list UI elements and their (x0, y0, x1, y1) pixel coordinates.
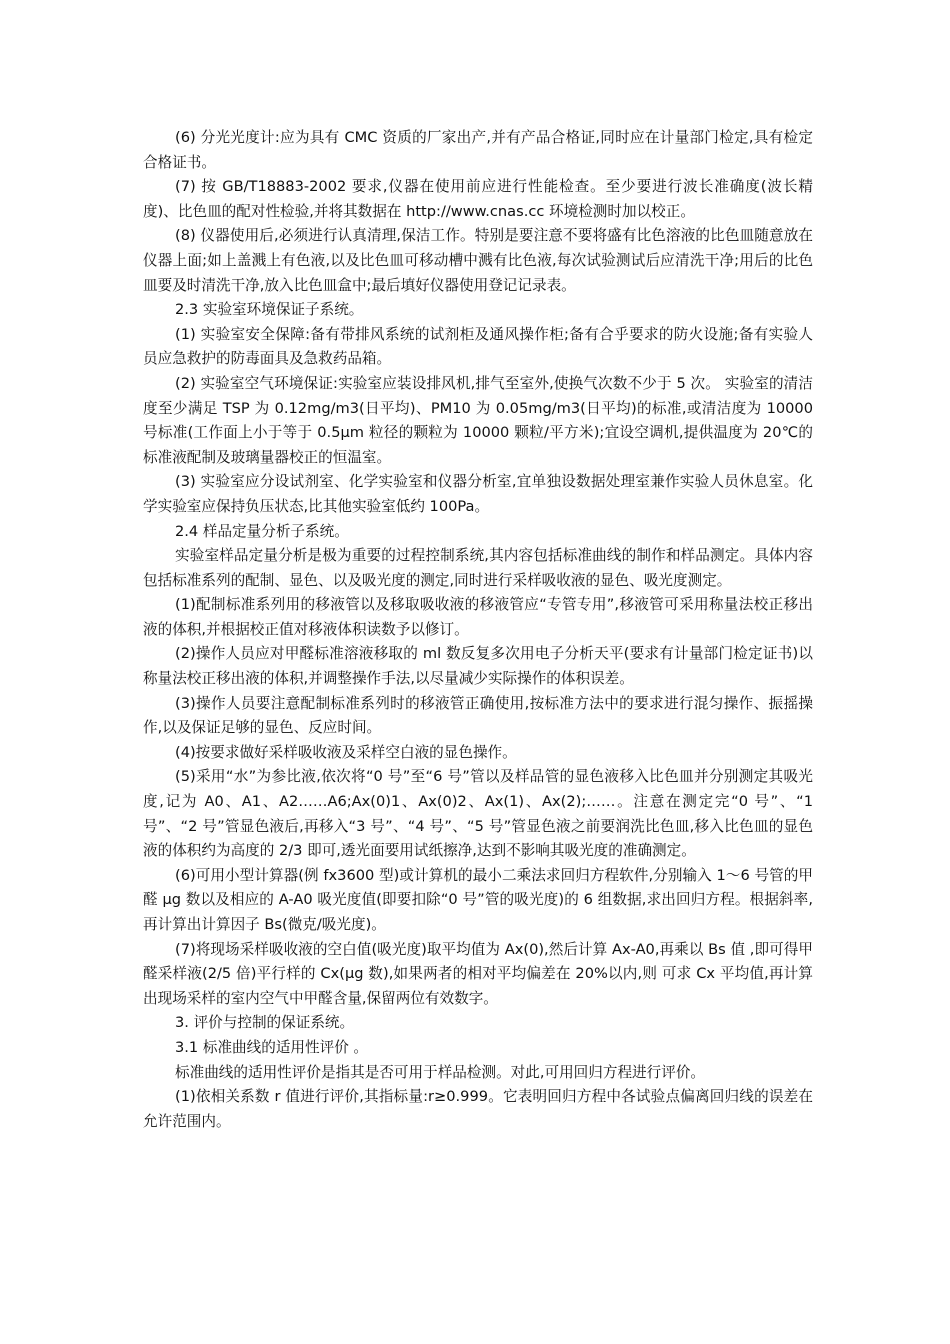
paragraph-quant-4: (4)按要求做好采样吸收液及采样空白液的显色操作。 (175, 743, 517, 761)
paragraph-quant-6: (6)可用小型计算器(例 fx3600 型)或计算机的最小二乘法求回归方程软件,分别输入 1～6 号管的甲醛 μg 数以及相应的 A-A0 吸光度值(即要扣除“0 号”管的吸光度)的 6 组数据,求出回归方程。根据斜率,再计算出计算因子 Bs(微克/吸光度)。 (143, 866, 813, 933)
paragraph-lab-air: (2) 实验室空气环境保证:实验室应装设排风机,排气至室外,使换气次数不少于 5 次。 实验室的清洁度至少满足 TSP 为 0.12mg/m3(日平均)、PM10 为 0.05mg/m3(日平均)的标准,或清洁度为 10000 号标准(工作面上小于等于 0.5μm 粒径的颗粒为 10000 颗粒/平方米);宜设空调机,提供温度为 20℃的标准液配制及玻璃量器校正的恒温室。 (143, 374, 813, 466)
paragraph-6-spectrophotometer: (6) 分光光度计:应为具有 CMC 资质的厂家出产,并有产品合格证,同时应在计量部门检定,具有检定合格证书。 (143, 129, 813, 171)
paragraph-eval-1: (1)依相关系数 r 值进行评价,其指标量:r≥0.999。它表明回归方程中各试验点偏离回归线的误差在允许范围内。 (143, 1088, 813, 1130)
document-body (143, 126, 813, 1134)
section-heading-2-4: 2.4 样品定量分析子系统。 (175, 522, 349, 540)
paragraph-quant-intro: 实验室样品定量分析是极为重要的过程控制系统,其内容包括标准曲线的制作和样品测定。具体内容包括标准系列的配制、显色、以及吸光度的测定,同时进行采样吸收液的显色、吸光度测定。 (143, 547, 813, 589)
section-heading-2-3: 2.3 实验室环境保证子系统。 (175, 301, 364, 319)
paragraph-8-cleaning: (8) 仪器使用后,必须进行认真清理,保洁工作。特别是要注意不要将盛有比色溶液的比色皿随意放在仪器上面;如上盖溅上有色液,以及比色皿可移动槽中溅有比色液,每次试验测试后应清洗干净;用后的比色皿要及时清洗干净,放入比色皿盒中;最后填好仪器使用登记记录表。 (143, 227, 813, 294)
paragraph-7-performance-check: (7) 按 GB/T18883-2002 要求,仪器在使用前应进行性能检查。至少要进行波长准确度(波长精度)、比色皿的配对性检验,并将其数据在 http://www.cnas.cc 环境检测时加以校正。 (143, 178, 813, 220)
paragraph-eval-intro: 标准曲线的适用性评价是指其是否可用于样品检测。对此,可用回归方程进行评价。 (175, 1063, 706, 1081)
paragraph-quant-1: (1)配制标准系列用的移液管以及移取吸收液的移液管应“专管专用”,移液管可采用称量法校正移出液的体积,并根据校正值对移液体积读数予以修订。 (143, 596, 813, 638)
paragraph-quant-7: (7)将现场采样吸收液的空白值(吸光度)取平均值为 Ax(0),然后计算 Ax-A0,再乘以 Bs 值 ,即可得甲醛采样液(2/5 倍)平行样的 Cx(μg 数),如果两者的相对平均偏差在 20%以内,则 可求 Cx 平均值,再计算出现场采样的室内空气中甲醛含量,保留两位有效数字。 (143, 940, 813, 1007)
paragraph-lab-rooms: (3) 实验室应分设试剂室、化学实验室和仪器分析室,宜单独设数据处理室兼作实验人员休息室。化学实验室应保持负压状态,比其他实验室低约 100Pa。 (143, 473, 813, 515)
section-heading-3-1: 3.1 标准曲线的适用性评价 。 (175, 1038, 369, 1056)
paragraph-quant-3: (3)操作人员要注意配制标准系列时的移液管正确使用,按标准方法中的要求进行混匀操作、振摇操作,以及保证足够的显色、反应时间。 (143, 694, 813, 737)
section-heading-3: 3. 评价与控制的保证系统。 (175, 1014, 355, 1032)
paragraph-quant-5: (5)采用“水”为参比液,依次将“0 号”至“6 号”管以及样品管的显色液移入比色皿并分别测定其吸光度,记为 A0、A1、A2……A6;Ax(0)1、Ax(0)2、Ax(1)、Ax(2);……。注意在测定完“0 号”、“1 号”、“2 号”管显色液后,再移入“3 号”、“4 号”、“5 号”管显色液之前要润洗比色皿,移入比色皿的显色液的体积约为高度的 2/3 即可,透光面要用试纸擦净,达到不影响其吸光度的准确测定。 (143, 768, 813, 860)
paragraph-lab-safety: (1) 实验室安全保障:备有带排风系统的试剂柜及通风操作柜;备有合乎要求的防火设施;备有实验人员应急救护的防毒面具及急救药品箱。 (143, 325, 813, 368)
paragraph-quant-2: (2)操作人员应对甲醛标准溶液移取的 ml 数反复多次用电子分析天平(要求有计量部门检定证书)以称量法校正移出液的体积,并调整操作手法,以尽量减少实际操作的体积误差。 (143, 645, 813, 688)
